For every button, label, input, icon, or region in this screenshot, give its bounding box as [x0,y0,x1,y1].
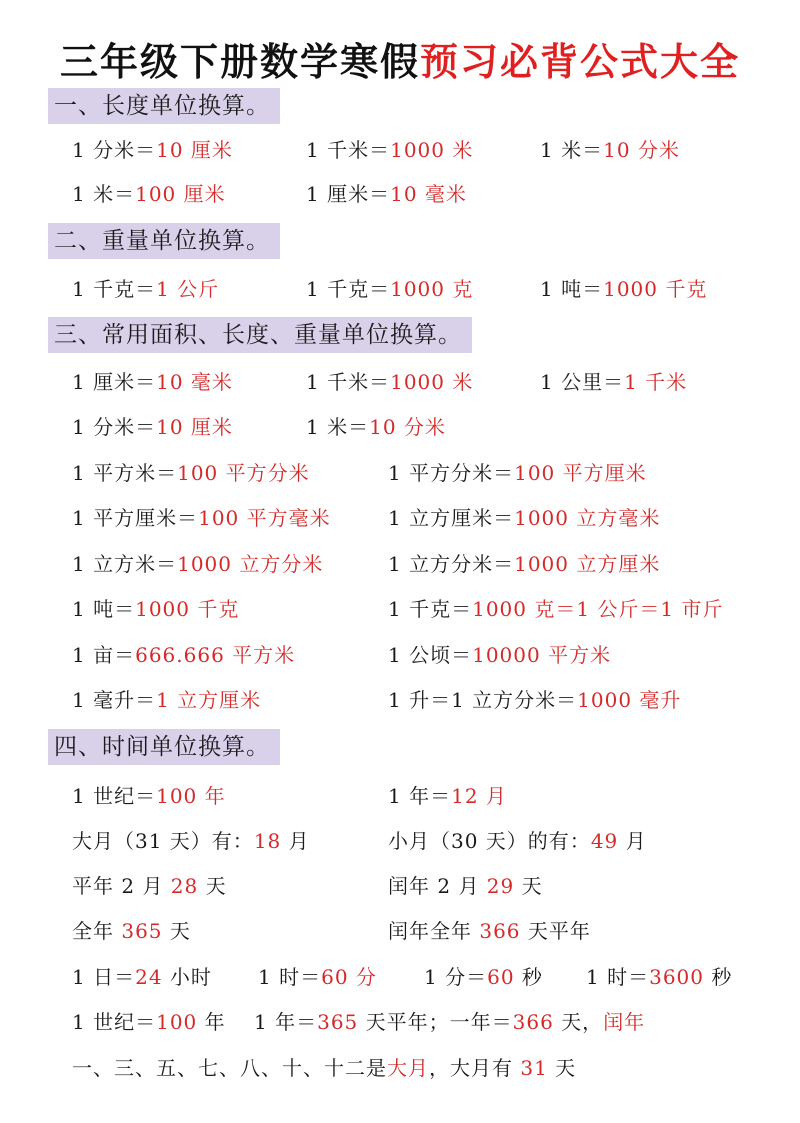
formula-line: 平年 2 月 28 天 [72,874,227,898]
formula-line: 1 吨＝1000 千克 [72,597,240,621]
formula-line: 1 分＝60 秒 [424,965,543,989]
formula-line: 1 厘米＝10 毫米 [306,182,467,206]
formula-line: 全年 365 天 [72,919,191,943]
page-title [0,38,800,86]
formula-line: 1 厘米＝10 毫米 [72,370,233,394]
formula-line: 1 千克＝1 公斤 [72,277,220,301]
formula-line: 1 千米＝1000 米 [306,370,474,394]
formula-line: 1 米＝100 厘米 [72,182,226,206]
formula-line: 1 平方分米＝100 平方厘米 [388,461,647,485]
formula-line: 1 米＝10 分米 [306,415,446,439]
section-heading-common-units: 三、常用面积、长度、重量单位换算。 [48,317,472,353]
formula-line: 1 分米＝10 厘米 [72,415,233,439]
formula-line: 1 千克＝1000 克＝1 公斤＝1 市斤 [388,597,724,621]
formula-line: 1 时＝60 分 [258,965,377,989]
formula-line: 1 立方分米＝1000 立方厘米 [388,552,661,576]
section-heading-length: 一、长度单位换算。 [48,88,280,124]
formula-line: 1 日＝24 小时 [72,965,212,989]
formula-line: 1 公顷＝10000 平方米 [388,643,612,667]
formula-line: 1 时＝3600 秒 [586,965,733,989]
formula-line: 1 亩＝666.666 平方米 [72,643,296,667]
formula-line: 1 吨＝1000 千克 [540,277,708,301]
formula-line: 一、三、五、七、八、十、十二是大月，大月有 31 天 [72,1056,577,1080]
formula-line: 1 平方米＝100 平方分米 [72,461,310,485]
formula-line: 1 世纪＝100 年 [72,784,226,808]
section-heading-weight: 二、重量单位换算。 [48,223,280,259]
formula-line: 小月（30 天）的有：49 月 [388,829,647,853]
formula-line: 1 千克＝1000 克 [306,277,474,301]
formula-line: 闰年全年 366 天平年 [388,919,591,943]
formula-line: 1 立方米＝1000 立方分米 [72,552,324,576]
formula-line: 1 分米＝10 厘米 [72,138,233,162]
formula-line: 1 公里＝1 千米 [540,370,688,394]
formula-line: 1 平方厘米＝100 平方毫米 [72,506,331,530]
formula-line: 1 世纪＝100 年 [72,1010,226,1034]
formula-line: 1 千米＝1000 米 [306,138,474,162]
formula-line: 1 年＝365 天平年；一年＝366 天，闰年 [254,1010,646,1034]
title-part-2: 预习必背公式大全 [420,39,741,84]
formula-line: 1 毫升＝1 立方厘米 [72,688,262,712]
title-part-1: 三年级下册数学寒假 [59,39,420,84]
formula-line: 闰年 2 月 29 天 [388,874,543,898]
formula-line: 1 立方厘米＝1000 立方毫米 [388,506,661,530]
formula-line: 1 升＝1 立方分米＝1000 毫升 [388,688,682,712]
formula-line: 1 年＝12 月 [388,784,507,808]
section-heading-time: 四、时间单位换算。 [48,729,280,765]
formula-line: 1 米＝10 分米 [540,138,680,162]
formula-line: 大月（31 天）有：18 月 [72,829,310,853]
